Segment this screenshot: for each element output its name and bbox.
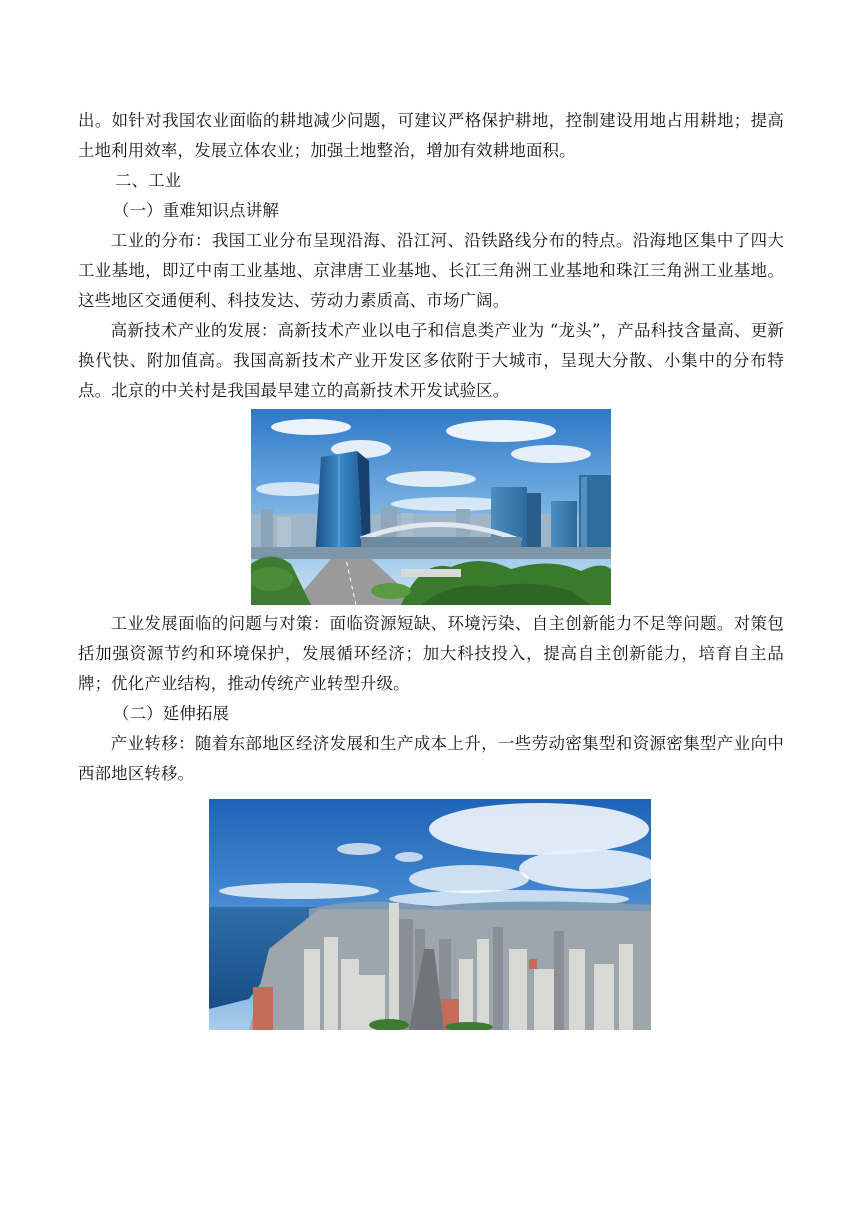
photo-high-tech-park: [251, 409, 611, 605]
paragraph-industry-transfer: 产业转移：随着东部地区经济发展和生产成本上升，一些劳动密集型和资源密集型产业向中西部地区转移。: [78, 734, 784, 783]
paragraph-farmland: 出。如针对我国农业面临的耕地减少问题，可建议严格保护耕地，控制建设用地占用耕地；提高土地利用效率，发展立体农业；加强土地整治，增加有效耕地面积。: [78, 111, 784, 160]
paragraph-problems-countermeasures: 工业发展面临的问题与对策：面临资源短缺、环境污染、自主创新能力不足等问题。对策包括加强资源节约和环境保护，发展循环经济；加大科技投入，提高自主创新能力，培育自主品牌；优化产业结构，推动传统产业转型升级。: [78, 614, 784, 693]
section-heading-industry: 二、工业: [115, 171, 182, 190]
photo-high-tech-park-illustration: [251, 409, 611, 605]
paragraph-industry-distribution: 工业的分布：我国工业分布呈现沿海、沿江河、沿铁路线分布的特点。沿海地区集中了四大工业基地，即辽中南工业基地、京津唐工业基地、长江三角洲工业基地和珠江三角洲工业基地。这些地区交通便利、科技发达、劳动力素质高、市场广阔。: [78, 231, 784, 310]
paragraph-high-tech: 高新技术产业的发展：高新技术产业以电子和信息类产业为 “龙头”，产品科技含量高、更新换代快、附加值高。我国高新技术产业开发区多依附于大城市，呈现大分散、小集中的分布特点。北京的中关村是我国最早建立的高新技术开发试验区。: [78, 321, 784, 400]
photo-coastal-city-illustration: [209, 799, 651, 1030]
photo-coastal-city: [209, 799, 651, 1030]
document-page: [78, 106, 784, 1030]
subsection-heading-extension: （二）延伸拓展: [113, 704, 230, 723]
subsection-heading-key-points: （一）重难知识点讲解: [113, 201, 279, 220]
